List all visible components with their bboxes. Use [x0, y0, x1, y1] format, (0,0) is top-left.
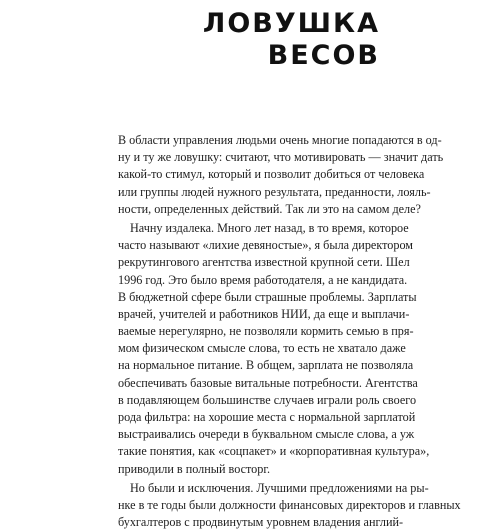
text-line: Начну издалека. Много лет назад, в то время, которое: [130, 220, 409, 235]
paragraph-3: [118, 480, 461, 531]
text-line: на нормальное питание. В общем, зарплата не позволяла: [118, 358, 414, 373]
text-line: часто называют «лихие девяностые», я была директором: [118, 238, 414, 253]
text-line: приводили в полный восторг.: [118, 461, 271, 476]
chapter-title-line-1: ЛОВУШКА: [202, 8, 380, 39]
text-line: в подавляющем большинстве случаев играли роль своего: [118, 392, 417, 407]
text-line: рекрутингового агентства известной крупной сети. Шел: [118, 255, 410, 270]
text-line: ну и ту же ловушку: считают, что мотивировать — значит дать: [118, 150, 444, 165]
text-line: В бюджетной сфере были страшные проблемы. Зарплаты: [118, 289, 417, 304]
text-line: мом физическом смысле слова, то есть не хватало даже: [118, 341, 406, 356]
text-line: 1996 год. Это было время работодателя, а не кандидата.: [118, 272, 408, 287]
text-line: такие понятия, как «соцпакет» и «корпоративная культура»,: [118, 444, 430, 459]
text-line: нке в те годы были должности финансовых директоров и главных: [118, 497, 461, 512]
text-line: врачей, учителей и работников НИИ, да еще и выплачи-: [118, 306, 410, 321]
text-line: выстраивались очереди в буквальном смысле слова, а уж: [118, 427, 415, 442]
paragraph-2: [118, 220, 430, 478]
body-text: [118, 132, 461, 531]
text-line: ваемые нерегулярно, не позволяли кормить семью в пря-: [118, 324, 414, 339]
chapter-title: [203, 8, 380, 72]
text-line: Но были и исключения. Лучшими предложениями на ры-: [130, 480, 429, 495]
text-line: бухгалтеров с продвинутым уровнем владения англий-: [118, 515, 404, 530]
text-line: или группы людей нужного результата, преданности, лояль-: [118, 184, 431, 199]
text-line: В области управления людьми очень многие попадаются в од-: [118, 133, 442, 147]
chapter-title-line-2: ВЕСОВ: [267, 40, 380, 71]
text-line: обеспечивать базовые витальные потребности. Агентства: [118, 375, 418, 390]
text-line: ности, определенных действий. Так ли это на самом деле?: [118, 201, 421, 216]
text-line: рода фильтра: на хорошие места с нормальной зарплатой: [118, 410, 416, 424]
paragraph-1: [118, 132, 444, 218]
text-line: какой-то стимул, который и позволит добиться от человека: [118, 167, 425, 182]
